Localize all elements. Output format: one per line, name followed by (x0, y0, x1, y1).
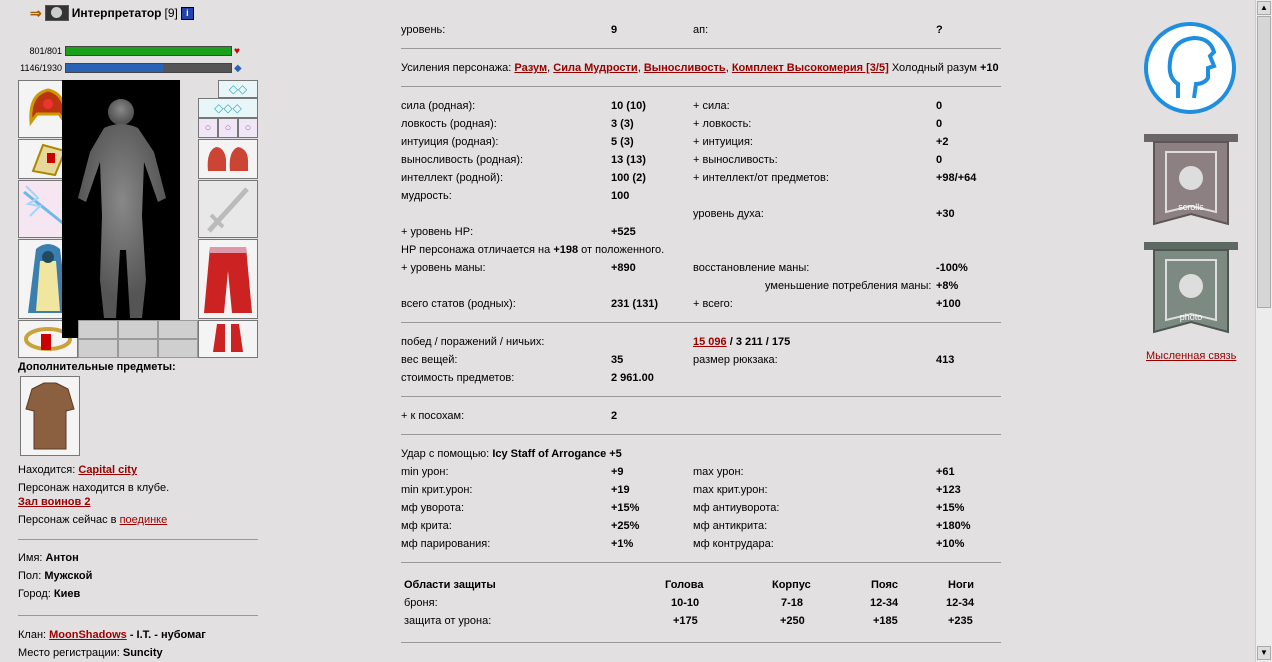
stat-value: 13 (13) (611, 154, 646, 166)
amulet-icon: ◇◇◇ (214, 101, 242, 115)
mana-text: 1146/1930 (20, 63, 62, 73)
scrolls-button[interactable] (1142, 132, 1240, 228)
mana-level-label: + уровень маны: (401, 262, 486, 274)
photo-button[interactable] (1142, 240, 1240, 336)
ring-slot-a[interactable] (198, 118, 218, 138)
wins-line (693, 336, 790, 348)
armor-head: 10-10 (671, 597, 700, 609)
hp-bar (65, 46, 232, 56)
backpack-label: размер рюкзака: (693, 354, 778, 366)
info-icon[interactable]: i (181, 7, 194, 20)
reg-label: Место регистрации: (18, 647, 120, 659)
staff-value: 2 (611, 410, 618, 422)
reg-value: Suncity (122, 647, 163, 659)
photo-label: photo (1179, 312, 1203, 322)
stat-value: 100 (611, 190, 630, 202)
buff-cold-mind: Холодный разум (891, 62, 977, 74)
combat-label-2: мф антиуворота: (693, 502, 780, 514)
combat-value: +9 (611, 466, 624, 478)
ring-icon: ○ (244, 122, 252, 134)
stat-bonus-label: + ловкость: (693, 118, 752, 130)
defense-legs: +235 (948, 615, 973, 627)
total-label: + всего: (693, 298, 733, 310)
cost-value: 2 961.00 (611, 372, 654, 384)
combat-value-2: +10% (936, 538, 965, 550)
gloves-icon (202, 141, 254, 177)
mana-diamond-icon: ◆ (234, 62, 242, 74)
hp-diff-pre: HP персонажа отличается на (401, 244, 551, 256)
combat-value: +15% (611, 502, 640, 514)
stat-label: интуиция (родная): (401, 136, 499, 148)
rune-slot-1[interactable] (78, 339, 118, 358)
buff-cold-mind-value: +10 (979, 62, 999, 74)
armor-body: 7-18 (781, 597, 804, 609)
wins-link[interactable]: 15 096 (693, 336, 727, 348)
mana-bar-row (4, 62, 244, 74)
clan-line (18, 629, 206, 641)
combat-label-2: мф антикрита: (693, 520, 768, 532)
spirit-value: +30 (936, 208, 955, 220)
mana-regen-value: -100% (936, 262, 968, 274)
stat-value: 100 (2) (611, 172, 646, 184)
mana-use-value: +8% (936, 280, 959, 292)
clan-suffix: - I.T. - нубомаг (129, 629, 206, 641)
location-link[interactable]: Capital city (78, 464, 138, 476)
hit-label: Удар с помощью: (401, 448, 490, 460)
scrolls-label: scrolls (1178, 202, 1204, 212)
combat-label: min урон: (401, 466, 449, 478)
total-native-value: 231 (131) (611, 298, 659, 310)
hit-line (401, 448, 622, 460)
boots-icon (201, 322, 255, 356)
stat-bonus-label: + выносливость: (693, 154, 778, 166)
weight-value: 35 (611, 354, 624, 366)
wins-rest: / 3 211 / 175 (729, 336, 791, 348)
combat-value-2: +15% (936, 502, 965, 514)
total-native-label: всего статов (родных): (401, 298, 516, 310)
mana-level-value: +890 (611, 262, 636, 274)
combat-value: +19 (611, 484, 630, 496)
level-label: уровень: (401, 24, 446, 36)
mana-regen-label: восстановление маны: (693, 262, 810, 274)
ring-icon: ○ (204, 122, 212, 134)
pants-icon (200, 241, 256, 317)
wins-label: побед / поражений / ничьих: (401, 336, 545, 348)
ring-slot-2[interactable] (118, 320, 158, 339)
ring-slot-3[interactable] (158, 320, 198, 339)
status-label: Персонаж сейчас в (18, 514, 117, 526)
stat-bonus-label: + интеллект/от предметов: (693, 172, 829, 184)
combat-value: +25% (611, 520, 640, 532)
level-value: 9 (611, 24, 618, 36)
hp-diff-post: от положенного. (581, 244, 665, 256)
status-line (18, 514, 167, 526)
body-figure-icon (62, 80, 180, 338)
protection-header-area: Области защиты (404, 579, 496, 591)
hp-level-value: +525 (611, 226, 636, 238)
combat-value-2: +123 (936, 484, 961, 496)
stat-bonus-label: + интуиция: (693, 136, 753, 148)
combat-label-2: max урон: (693, 466, 744, 478)
earring-slot[interactable] (218, 80, 258, 98)
shirt-icon (22, 379, 78, 453)
stat-bonus-value: 0 (936, 118, 943, 130)
protection-header-body: Корпус (772, 579, 811, 591)
char-header (30, 4, 194, 22)
stat-value: 3 (3) (611, 118, 634, 130)
buff-link-arrogance-set[interactable]: Комплект Высокомерия [3/5] (731, 62, 889, 74)
buff-link-endurance[interactable]: Выносливость (643, 62, 726, 74)
buffs-label: Усиления персонажа: (401, 62, 512, 74)
head-profile-icon (1148, 26, 1232, 110)
profile-circle-button[interactable] (1144, 22, 1236, 114)
stat-bonus-label: + сила: (693, 100, 730, 112)
located-label: Находится: (18, 464, 76, 476)
backpack-value: 413 (936, 354, 955, 366)
divider (18, 539, 258, 540)
name-value: Антон (45, 552, 79, 564)
scroll-up-arrow-icon[interactable]: ▲ (1257, 1, 1271, 15)
hp-text: 801/801 (29, 46, 62, 56)
defense-head: +175 (673, 615, 698, 627)
character-level: [9] (164, 6, 178, 20)
protection-header-legs: Ноги (948, 579, 975, 591)
moon-align-icon (45, 5, 69, 21)
divider (401, 396, 1001, 397)
buff-link-mind[interactable]: Разум (514, 62, 548, 74)
combat-value-2: +180% (936, 520, 971, 532)
boots-slot[interactable] (198, 320, 258, 358)
hp-bar-fill (66, 47, 231, 55)
ap-value: ? (936, 24, 943, 36)
duel-link[interactable]: поединке (119, 514, 168, 526)
total-value: +100 (936, 298, 961, 310)
weight-label: вес вещей: (401, 354, 458, 366)
registration-line (18, 647, 163, 659)
mana-bar-fill (66, 64, 163, 72)
buffs-line: Усиления персонажа: Разум, Сила Мудрости, Выносливость, Комплект Высокомерия [3/5] Холодный разум +10 (401, 62, 999, 74)
name-line (18, 552, 79, 564)
staff-label: + к посохам: (401, 410, 465, 422)
heart-icon: ♥ (234, 45, 240, 57)
shield-slot[interactable] (198, 180, 258, 238)
ring-slot-1[interactable] (78, 320, 118, 339)
city-label: Город: (18, 588, 51, 600)
extra-items-title: Дополнительные предметы: (18, 361, 176, 373)
rune-slot-3[interactable] (158, 339, 198, 358)
hit-weapon: Icy Staff of Arrogance +5 (492, 448, 622, 460)
stat-bonus-value: +2 (936, 136, 949, 148)
character-silhouette (62, 80, 180, 338)
defense-waist: +185 (873, 615, 898, 627)
protection-header-head: Голова (665, 579, 704, 591)
stat-bonus-value: 0 (936, 100, 943, 112)
spirit-label: уровень духа: (693, 208, 764, 220)
location-line (18, 464, 137, 476)
scroll-thumb[interactable] (1257, 16, 1271, 308)
divider (401, 322, 1001, 323)
defense-body: +250 (780, 615, 805, 627)
combat-label-2: max крит.урон: (693, 484, 768, 496)
stat-label: интеллект (родной): (401, 172, 504, 184)
divider (401, 48, 1001, 49)
extra-item-slot[interactable] (20, 376, 80, 456)
hp-diff-value: +198 (553, 244, 579, 256)
stat-value: 5 (3) (611, 136, 634, 148)
amulet-slot[interactable] (198, 98, 258, 118)
stat-label: выносливость (родная): (401, 154, 524, 166)
mana-bar (65, 63, 232, 73)
hp-level-label: + уровень HP: (401, 226, 474, 238)
gender-value: Мужской (44, 570, 93, 582)
divider (401, 434, 1001, 435)
gloves-slot[interactable] (198, 139, 258, 179)
clan-link[interactable]: MoonShadows (49, 629, 127, 641)
hp-diff-line (401, 244, 664, 256)
divider (401, 562, 1001, 563)
defense-label: защита от урона: (404, 615, 492, 627)
thought-link[interactable]: Мысленная связь (1146, 350, 1237, 362)
stat-value: 10 (10) (611, 100, 646, 112)
cost-label: стоимость предметов: (401, 372, 515, 384)
transfer-arrow-icon[interactable]: ⇒ (30, 4, 42, 21)
stat-label: ловкость (родная): (401, 118, 497, 130)
hp-bar-row (4, 45, 244, 57)
mana-use-label: уменьшение потребления маны: (765, 280, 932, 292)
armor-label: броня: (404, 597, 438, 609)
divider (401, 86, 1001, 87)
ring-slot-b[interactable] (218, 118, 238, 138)
stat-bonus-value: +98/+64 (936, 172, 977, 184)
gender-line (18, 570, 92, 582)
name-label: Имя: (18, 552, 43, 564)
stat-bonus-value: 0 (936, 154, 943, 166)
scrolls-banner-icon (1142, 132, 1240, 228)
gender-label: Пол: (18, 570, 42, 582)
divider (401, 642, 1001, 643)
ring-icon: ○ (224, 122, 232, 134)
armor-legs: 12-34 (946, 597, 975, 609)
stat-label: мудрость: (401, 190, 452, 202)
stat-label: сила (родная): (401, 100, 476, 112)
combat-value-2: +61 (936, 466, 955, 478)
city-value: Киев (53, 588, 81, 600)
divider (18, 615, 258, 616)
earring-icon: ◇◇ (228, 82, 248, 96)
hall-link[interactable]: Зал воинов 2 (18, 496, 91, 508)
rune-slot-2[interactable] (118, 339, 158, 358)
character-name: Интерпретатор (71, 6, 162, 20)
scroll-down-arrow-icon[interactable]: ▼ (1257, 646, 1271, 660)
combat-label: мф парирования: (401, 538, 491, 550)
combat-label: min крит.урон: (401, 484, 473, 496)
club-text: Персонаж находится в клубе. (18, 482, 170, 494)
buff-link-wisdom[interactable]: Сила Мудрости (553, 62, 638, 74)
vertical-scrollbar[interactable] (1255, 0, 1272, 662)
empty-sword-icon (201, 183, 255, 235)
ap-label: ап: (693, 24, 709, 36)
combat-label-2: мф контрудара: (693, 538, 774, 550)
pants-slot[interactable] (198, 239, 258, 319)
combat-label: мф крита: (401, 520, 452, 532)
combat-value: +1% (611, 538, 634, 550)
combat-label: мф уворота: (401, 502, 465, 514)
clan-label: Клан: (18, 629, 47, 641)
armor-waist: 12-34 (870, 597, 899, 609)
protection-header-waist: Пояс (871, 579, 899, 591)
ring-slot-c[interactable] (238, 118, 258, 138)
city-line (18, 588, 80, 600)
